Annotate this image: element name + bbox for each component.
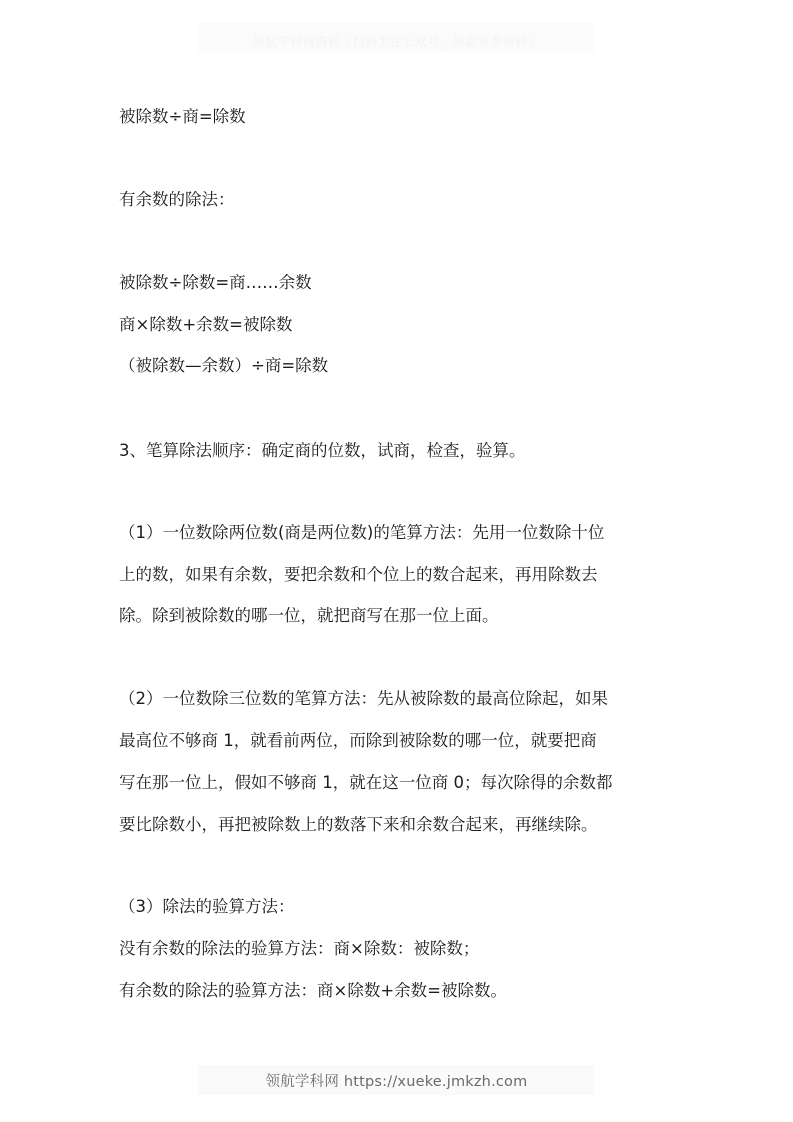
paragraph-2-line-1: （2）一位数除三位数的笔算方法：先从被除数的最高位除起，如果 — [119, 689, 608, 708]
paragraph-3-with-remainder-check: 有余数的除法的验算方法：商×除数+余数=被除数。 — [119, 981, 507, 1000]
paragraph-1-line-2: 上的数，如果有余数，要把余数和个位上的数合起来，再用除数去 — [119, 565, 598, 584]
paragraph-3-heading: （3）除法的验算方法： — [119, 897, 295, 916]
paragraph-1-line-1: （1）一位数除两位数(商是两位数)的笔算方法：先用一位数除十位 — [119, 523, 605, 542]
formula-dividend-reconstruction: 商×除数+余数=被除数 — [119, 315, 293, 334]
formula-divisor-from-quotient: 被除数÷商=除数 — [119, 107, 246, 126]
formula-division-with-remainder: 被除数÷除数=商……余数 — [119, 273, 312, 292]
footer-watermark: 领航学科网 https://xueke.jmkzh.com — [265, 1074, 528, 1090]
section-heading-long-division-order: 3、笔算除法顺序：确定商的位数，试商，检查，验算。 — [119, 441, 526, 460]
paragraph-2-line-3: 写在那一位上，假如不够商 1，就在这一位商 0；每次除得的余数都 — [119, 773, 613, 792]
paragraph-2-line-4: 要比除数小，再把被除数上的数落下来和余数合起来，再继续除。 — [119, 815, 598, 834]
header-watermark: 领航学科网资料（扫码关注公众号，领取更多资料） — [252, 35, 541, 49]
paragraph-2-line-2: 最高位不够商 1，就看前两位，而除到被除数的哪一位，就要把商 — [119, 731, 597, 750]
paragraph-1-line-3: 除。除到被除数的哪一位，就把商写在那一位上面。 — [119, 606, 499, 625]
formula-divisor-from-remainder: （被除数—余数）÷商=除数 — [119, 356, 329, 375]
paragraph-3-no-remainder-check: 没有余数的除法的验算方法：商×除数：被除数； — [119, 939, 480, 958]
section-heading-division-with-remainder: 有余数的除法： — [119, 190, 235, 209]
